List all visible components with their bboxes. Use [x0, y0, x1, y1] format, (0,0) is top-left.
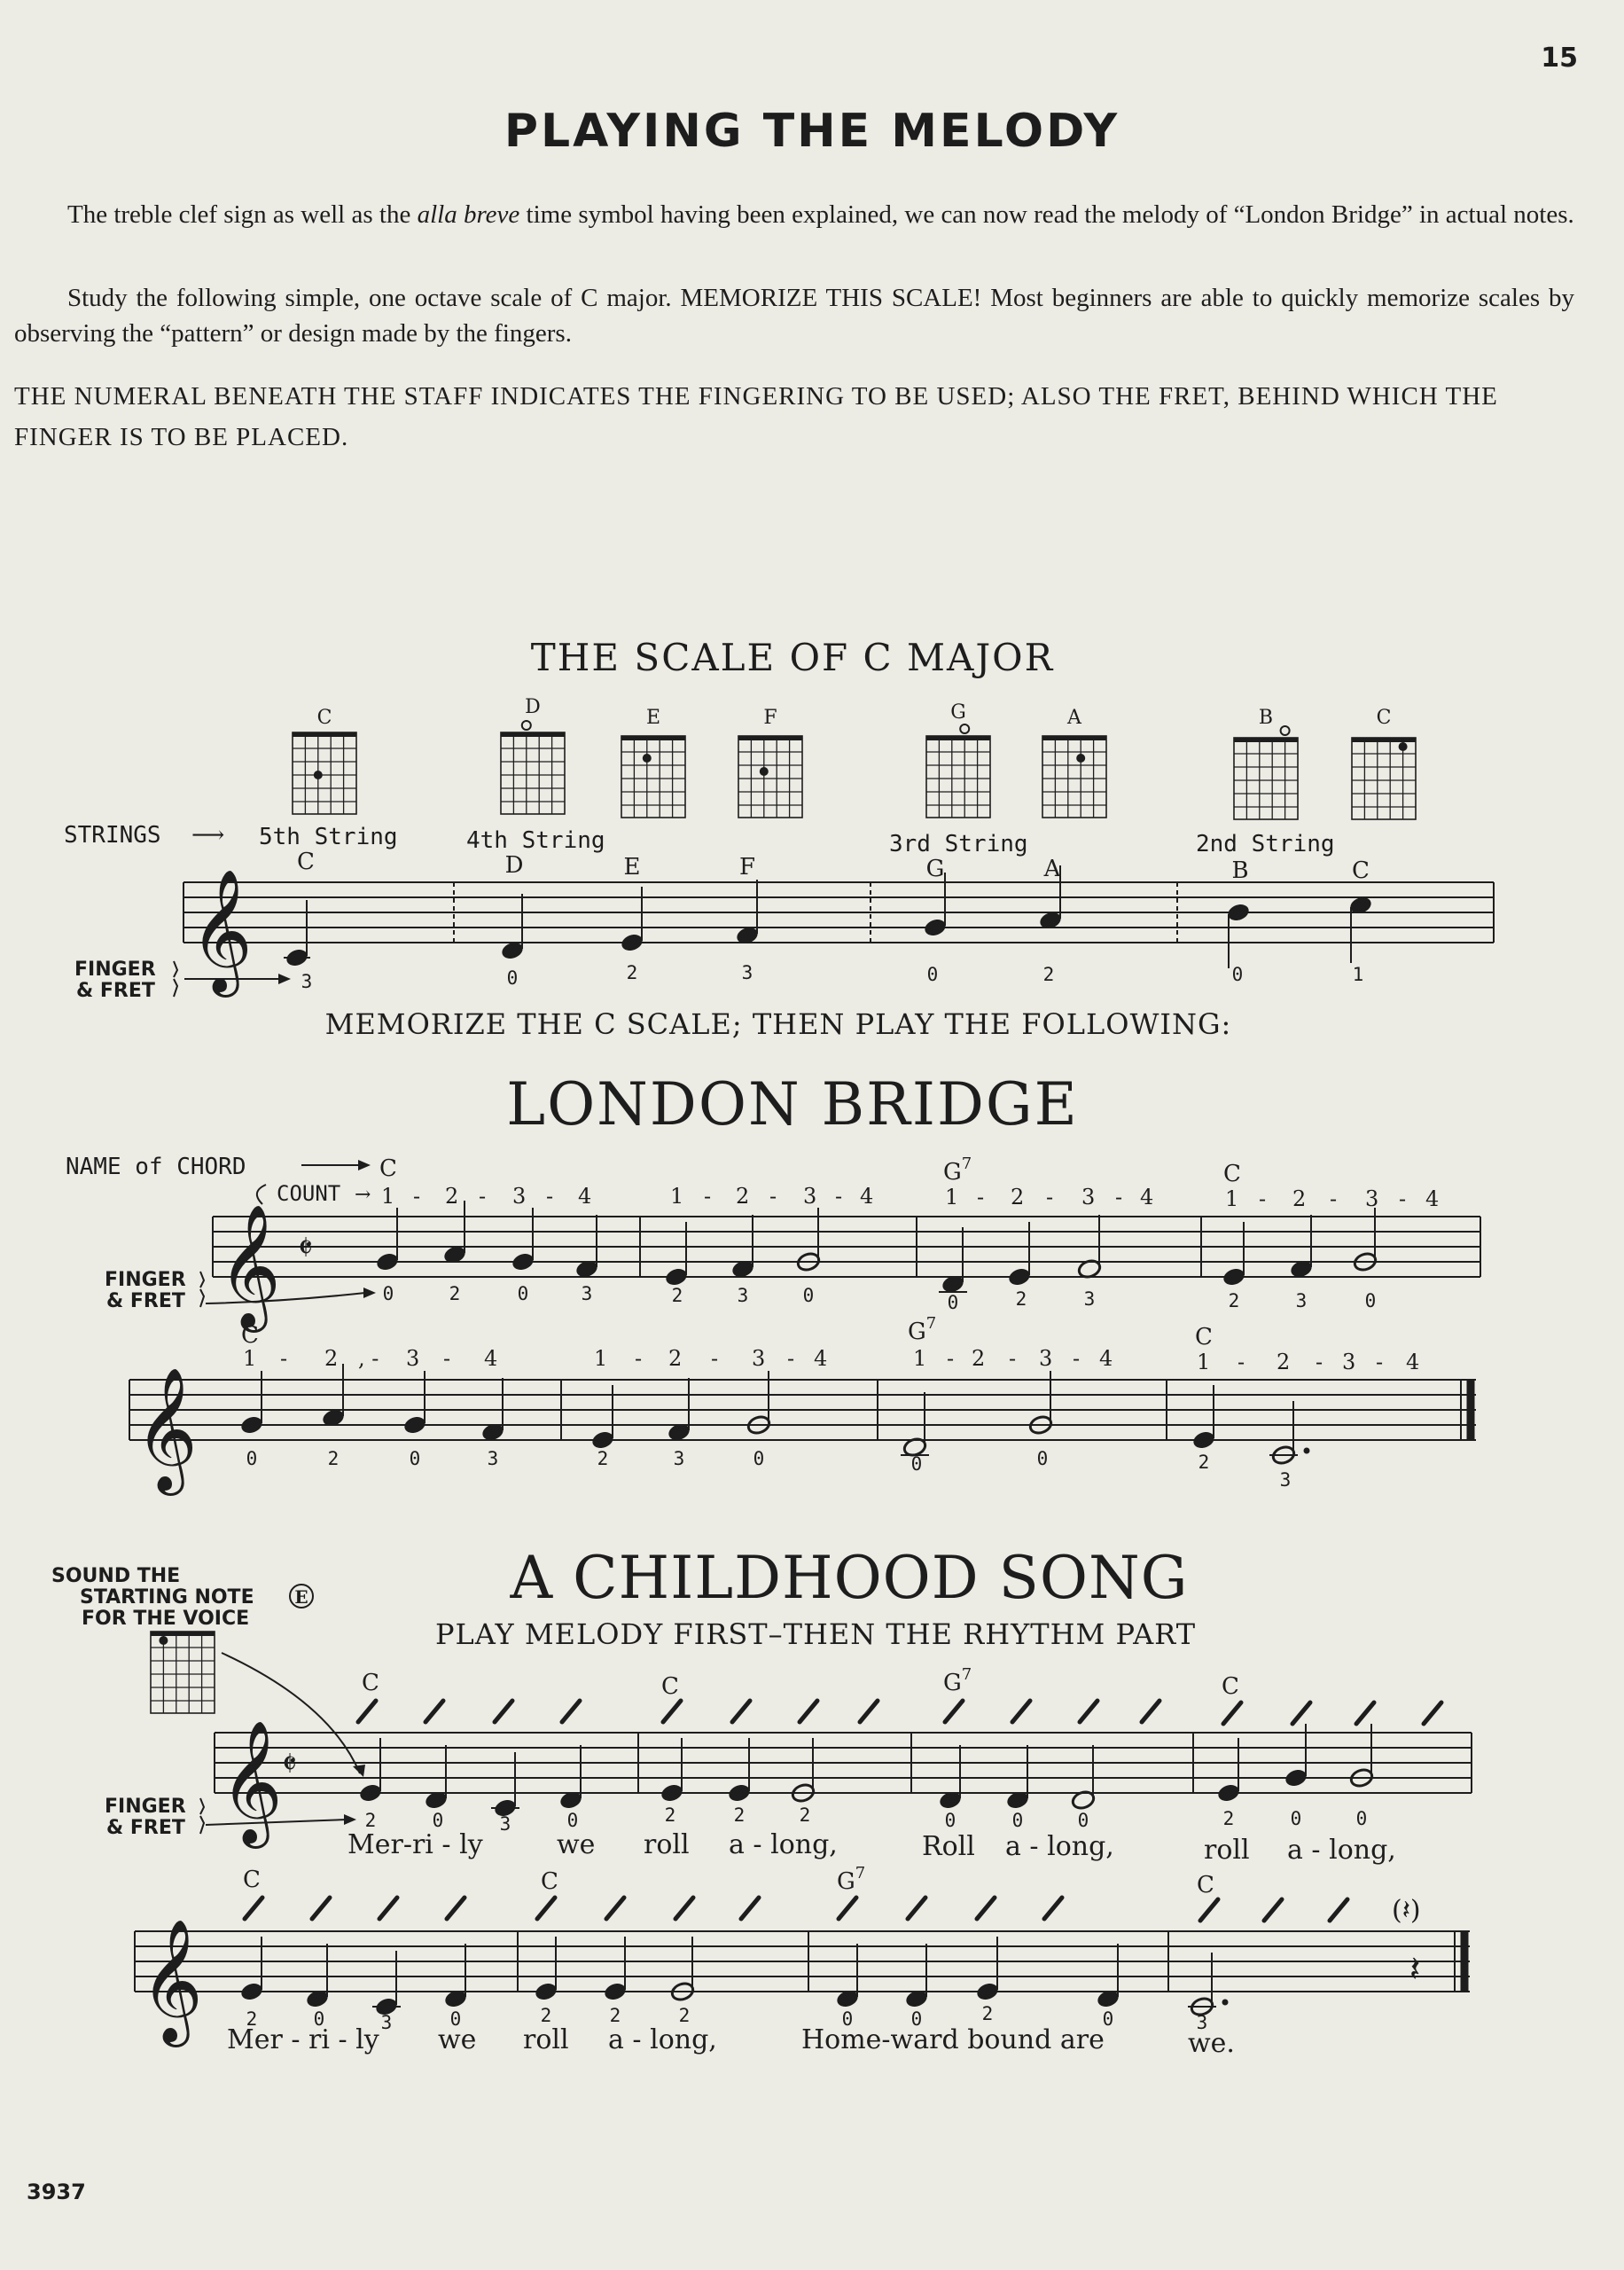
fingering-number: 0: [1231, 964, 1244, 985]
fingering-number: 0: [910, 2008, 923, 2030]
fingering-number: 2: [1042, 964, 1055, 985]
scale-title: THE SCALE OF C MAJOR: [530, 636, 1055, 679]
rhythm-slashes-1: [358, 1701, 1441, 1724]
chord-name: C: [1222, 1673, 1239, 1700]
rhythm-slashes-2: [245, 1898, 1347, 1921]
fingering-number: 2: [678, 2005, 691, 2026]
chord-name: C: [1195, 1324, 1213, 1350]
count-number: 3: [1039, 1346, 1053, 1371]
chord-sup: 7: [925, 1314, 937, 1333]
count-number: 4: [814, 1346, 828, 1371]
note-name: C: [1352, 857, 1370, 884]
fingering-number: 0: [802, 1285, 815, 1306]
lyric: roll: [523, 2024, 569, 2055]
count-number: 2: [1277, 1350, 1291, 1374]
fingering-number: 0: [1077, 1810, 1089, 1831]
count-number: 2: [1011, 1185, 1025, 1209]
fingering-number: 0: [517, 1283, 529, 1304]
alla-breve-icon: 𝄵: [282, 1744, 297, 1783]
chord-letter: G: [943, 1159, 962, 1186]
chord-diagram-g: [926, 701, 990, 818]
chord-sup: 7: [855, 1864, 866, 1883]
lyric: a - long,: [1287, 1835, 1396, 1866]
fingering-number: 0: [1364, 1290, 1377, 1311]
fingering-number: 2: [597, 1448, 609, 1469]
fingering-number: 0: [566, 1810, 579, 1831]
note-name: E: [623, 854, 641, 881]
fingering-number: 2: [246, 2008, 258, 2030]
string-name-4th: 4th String: [466, 827, 605, 854]
count-dash: -: [479, 1184, 487, 1209]
count-dash: -: [1330, 1186, 1338, 1211]
strings-label: STRINGS: [64, 822, 161, 849]
sound-note-line3: FOR THE VOICE: [82, 1608, 250, 1630]
count-number: 4: [1140, 1185, 1154, 1209]
diagram-letter: F: [763, 707, 777, 729]
fingering-number: 3: [1196, 2012, 1208, 2033]
finger-brace: [200, 1798, 204, 1834]
fingering-number: 3: [673, 1448, 685, 1469]
lyric: roll: [1204, 1835, 1250, 1866]
childhood-song-subtitle: PLAY MELODY FIRST–THEN THE RHYTHM PART: [434, 1617, 1197, 1651]
count-number: 1: [945, 1185, 959, 1209]
lyric: we.: [1188, 2028, 1235, 2059]
fingering-number: 0: [449, 2008, 462, 2030]
count-number: 1: [913, 1346, 927, 1371]
childhood-staff-1: [215, 1733, 1472, 1793]
fingering-number: 3: [1083, 1288, 1096, 1310]
count-dash: -: [1399, 1186, 1407, 1211]
diagram-letter: A: [1067, 707, 1081, 729]
chord-diagram-d: [501, 696, 565, 814]
chord-name: [837, 1864, 865, 1895]
chord-name: [908, 1314, 936, 1345]
scale-notes: [284, 865, 1373, 968]
fingering-number: 0: [432, 1810, 444, 1831]
count-number: 4: [1406, 1350, 1420, 1374]
count-line1: [381, 1184, 1439, 1211]
lyric: Mer-ri - ly: [347, 1829, 483, 1860]
intro-text-b: time symbol having been explained, we can now read the melody of “London Bridge” in actual notes.: [519, 200, 1574, 229]
chord-diagrams: [293, 696, 1416, 819]
chord-name: [943, 1155, 972, 1186]
note: [442, 1201, 467, 1265]
fingering-number: 0: [382, 1283, 394, 1304]
chord-letter: G: [837, 1868, 855, 1895]
string-name-3rd: 3rd String: [889, 831, 1028, 857]
fingering-number: 2: [664, 1804, 676, 1826]
scale-fingering: [301, 962, 1364, 992]
note-name: D: [504, 852, 524, 879]
count-number: 2: [445, 1184, 459, 1209]
string-name-2nd: 2nd String: [1196, 831, 1335, 857]
count-dash: -: [1238, 1350, 1245, 1374]
fingering-number: 0: [1011, 1810, 1024, 1831]
note-name: G: [925, 856, 945, 882]
count-number: 1: [1225, 1186, 1239, 1211]
starting-note-diagram: [151, 1632, 215, 1713]
fingering-number: 2: [1222, 1808, 1235, 1829]
fingering-number: 2: [981, 2003, 994, 2024]
count-dash: -: [977, 1185, 985, 1209]
note-name: A: [1043, 856, 1061, 882]
scale-instruction: MEMORIZE THE C SCALE; THEN PLAY THE FOLLOWING:: [324, 1007, 1232, 1041]
chord-letter: G: [908, 1319, 926, 1345]
count-number: 4: [484, 1346, 498, 1371]
count-dash: -: [1316, 1350, 1323, 1374]
fingering-number: 3: [741, 962, 753, 983]
count-dash: -: [1115, 1185, 1123, 1209]
fingering-number: 2: [1198, 1452, 1210, 1473]
fingering-number: 2: [540, 2005, 552, 2026]
fingering-number: 0: [841, 2008, 854, 2030]
fingering-number: 3: [1295, 1290, 1308, 1311]
childhood-staff-2: [135, 1931, 1470, 1992]
count-number: 4: [1099, 1346, 1113, 1371]
count-arrow: →: [355, 1184, 371, 1206]
chord-name: C: [379, 1155, 397, 1182]
sound-note-line1: SOUND THE: [51, 1565, 181, 1587]
finger-brace: [200, 1272, 204, 1307]
count-dash: -: [546, 1184, 554, 1209]
count-number: 2: [324, 1346, 339, 1371]
count-dash: -: [947, 1346, 955, 1371]
london-bridge-staff-1: [213, 1217, 1480, 1277]
count-dash: -: [1073, 1346, 1081, 1371]
lyrics-line2: [227, 2024, 1235, 2059]
alla-breve-icon: 𝄵: [298, 1228, 313, 1267]
chord-diagram-e: [621, 707, 685, 818]
chord-name: C: [241, 1322, 259, 1349]
count-number: 2: [668, 1346, 683, 1371]
london-bridge-title: LONDON BRIDGE: [506, 1070, 1079, 1139]
quarter-rest-icon: 𝄽: [1409, 1949, 1421, 1990]
lyric: roll: [644, 1829, 690, 1860]
fingering-number: 3: [487, 1448, 499, 1469]
note: [284, 900, 310, 968]
finger-arrow-head: [344, 1814, 356, 1825]
fingering-number: 2: [799, 1804, 811, 1826]
name-of-chord-label: NAME of CHORD: [66, 1154, 246, 1180]
chord-diagram-a: [1042, 707, 1106, 818]
count-dash: -: [443, 1346, 451, 1371]
fingering-number: 0: [1290, 1808, 1302, 1829]
chord-diagram-b: [1234, 707, 1298, 819]
count-curve: [257, 1185, 266, 1204]
count-number: 3: [512, 1184, 527, 1209]
diagram-letter: D: [525, 696, 541, 718]
count-number: 2: [736, 1184, 750, 1209]
treble-clef-icon: 𝄞: [135, 1367, 198, 1491]
count-dash: -: [635, 1346, 643, 1371]
count-number: 4: [860, 1184, 874, 1209]
fingering-number: 2: [449, 1283, 461, 1304]
fret-label: & FRET: [106, 1290, 185, 1312]
fingering-number: 3: [499, 1813, 511, 1835]
count-dash: -: [711, 1346, 719, 1371]
fingering-number: 0: [506, 967, 519, 989]
lyric: a - long,: [729, 1829, 838, 1860]
fingering-number: 0: [944, 1810, 956, 1831]
count-number: 1: [670, 1184, 684, 1209]
diagram-letter: E: [645, 707, 661, 729]
note: [1226, 902, 1251, 968]
fingering-number: 0: [947, 1292, 959, 1313]
chord-name: C: [362, 1670, 379, 1696]
finger-arrow-head: [363, 1288, 376, 1298]
count-dash: -: [1376, 1350, 1384, 1374]
diagram-letter: G: [950, 701, 966, 724]
count-number: 3: [406, 1346, 420, 1371]
count-number: 2: [972, 1346, 986, 1371]
chord-name: C: [243, 1867, 261, 1893]
strings-arrow: ⟶: [191, 822, 225, 849]
scale-staff: [183, 882, 1494, 943]
childhood-fingering-1: [365, 1804, 1368, 1835]
count-dash: -: [835, 1184, 843, 1209]
chord-diagram-c: [293, 707, 356, 814]
count-number: 3: [803, 1184, 817, 1209]
scale-paragraph: Study the following simple, one octave scale of C major. MEMORIZE THIS SCALE! Most beginners are able to quickly memorize scales by observing the “pattern” or design made by the fingers.: [14, 284, 1574, 348]
fingering-number: 3: [737, 1285, 749, 1306]
count-number: 1: [594, 1346, 608, 1371]
fingering-number: 2: [327, 1448, 340, 1469]
fingering-number: 2: [733, 1804, 746, 1826]
intro-italic: alla breve: [417, 200, 520, 229]
string-name-5th: 5th String: [259, 824, 398, 850]
lyric: Roll: [922, 1831, 975, 1862]
lyric: we: [557, 1829, 596, 1860]
note: [1348, 895, 1373, 963]
fingering-number: 0: [1355, 1808, 1368, 1829]
page-title: PLAYING THE MELODY: [504, 105, 1120, 158]
note-name: B: [1231, 857, 1249, 884]
finger-label: FINGER: [105, 1269, 186, 1291]
count-dash: -: [704, 1184, 712, 1209]
lyrics-line1: [347, 1829, 1396, 1866]
chord-sup: 7: [961, 1665, 972, 1684]
count-number: 2: [1292, 1186, 1307, 1211]
count-number: 1: [243, 1346, 257, 1371]
count-number: 3: [1342, 1350, 1356, 1374]
london-bridge-staff-2: [129, 1380, 1476, 1440]
fingering-number: 0: [910, 1453, 923, 1475]
childhood-song-title: A CHILDHOOD SONG: [510, 1544, 1189, 1612]
count-line2: [243, 1346, 1419, 1374]
chord-name: C: [1197, 1872, 1214, 1898]
note: [321, 1364, 346, 1429]
fingering-number: 2: [1015, 1288, 1027, 1310]
treble-clef-icon: 𝄞: [190, 869, 253, 992]
chord-arrow-head: [358, 1160, 371, 1170]
lyric: Home-ward bound are: [801, 2024, 1105, 2055]
page-number: 15: [1541, 43, 1578, 74]
count-number: 1: [1197, 1350, 1211, 1374]
count-number: 4: [1425, 1186, 1440, 1211]
count-dash: -: [280, 1346, 288, 1371]
fingering-number: 3: [301, 971, 313, 992]
fingering-number: 0: [313, 2008, 325, 2030]
diagram-letter: C: [316, 707, 332, 729]
count-number: 1: [381, 1184, 395, 1209]
fingering-number: 2: [1228, 1290, 1240, 1311]
london-bridge-notes-1: [375, 1201, 1378, 1295]
fingering-number: 1: [1352, 964, 1364, 985]
lyric: a - long,: [1005, 1831, 1114, 1862]
fingering-number: 0: [753, 1448, 765, 1469]
rhythm-rest-icon: (𝄽): [1392, 1895, 1421, 1926]
childhood-notes-1: [358, 1724, 1374, 1819]
fret-label: & FRET: [76, 980, 155, 1002]
fingering-note: THE NUMERAL BENEATH THE STAFF INDICATES THE FINGERING TO BE USED; ALSO THE FRET, BEHIND WHICH THE FINGER IS TO BE PLACED.: [14, 382, 1498, 451]
count-dash: -: [1046, 1185, 1054, 1209]
finger-label: FINGER: [74, 959, 156, 981]
intro-text-a: The treble clef sign as well as the: [67, 200, 418, 229]
count-number: 4: [578, 1184, 592, 1209]
chord-diagram-f: [738, 707, 802, 818]
london-bridge-fingering-2: [246, 1448, 1292, 1491]
treble-clef-icon: 𝄞: [218, 1204, 281, 1327]
starting-note-arrow-head: [353, 1765, 365, 1777]
fingering-number: 0: [1102, 2008, 1114, 2030]
fingering-number: 0: [1036, 1448, 1049, 1469]
count-number: 3: [752, 1346, 766, 1371]
finger-arrow-head: [278, 974, 291, 984]
note-name: F: [738, 854, 756, 881]
chord-name: [943, 1665, 972, 1696]
count-label: COUNT: [277, 1181, 341, 1206]
count-dash: -: [1009, 1346, 1017, 1371]
chord-letter: G: [943, 1670, 962, 1696]
count-dash: , -: [358, 1346, 379, 1371]
lyric: Mer - ri - ly: [227, 2024, 379, 2055]
count-number: 3: [1081, 1185, 1096, 1209]
treble-clef-icon: 𝄞: [140, 1919, 203, 2042]
fingering-number: 2: [671, 1285, 683, 1306]
chord-name: C: [661, 1673, 679, 1700]
chord-diagram-c-high: [1352, 707, 1416, 819]
fingering-number: 3: [380, 2012, 393, 2033]
chord-sup: 7: [961, 1155, 972, 1173]
treble-clef-icon: 𝄞: [220, 1720, 283, 1843]
fingering-number: 2: [364, 1810, 377, 1831]
chord-name: C: [1223, 1161, 1241, 1187]
count-dash: -: [787, 1346, 795, 1371]
count-dash: -: [769, 1184, 777, 1209]
fingering-number: 0: [926, 964, 939, 985]
lyric: we: [438, 2024, 477, 2055]
fingering-number: 2: [609, 2005, 621, 2026]
fret-label: & FRET: [106, 1817, 185, 1839]
fingering-number: 0: [246, 1448, 258, 1469]
note-name: C: [297, 849, 315, 875]
london-bridge-fingering-1: [383, 1283, 1377, 1313]
fingering-number: 2: [626, 962, 638, 983]
fingering-number: 0: [409, 1448, 421, 1469]
count-dash: -: [413, 1184, 421, 1209]
lyric: a - long,: [608, 2024, 717, 2055]
finger-brace: [174, 961, 177, 997]
diagram-letter: C: [1376, 707, 1392, 729]
count-number: 3: [1365, 1186, 1379, 1211]
fingering-number: 3: [1279, 1469, 1292, 1491]
finger-label: FINGER: [105, 1796, 186, 1818]
starting-note: E: [294, 1586, 308, 1608]
footer-code: 3937: [27, 2180, 86, 2204]
fingering-number: 3: [581, 1283, 593, 1304]
diagram-letter: B: [1258, 707, 1274, 729]
chord-name: C: [541, 1868, 558, 1895]
sound-note-line2: STARTING NOTE: [80, 1586, 254, 1609]
count-dash: -: [1259, 1186, 1267, 1211]
